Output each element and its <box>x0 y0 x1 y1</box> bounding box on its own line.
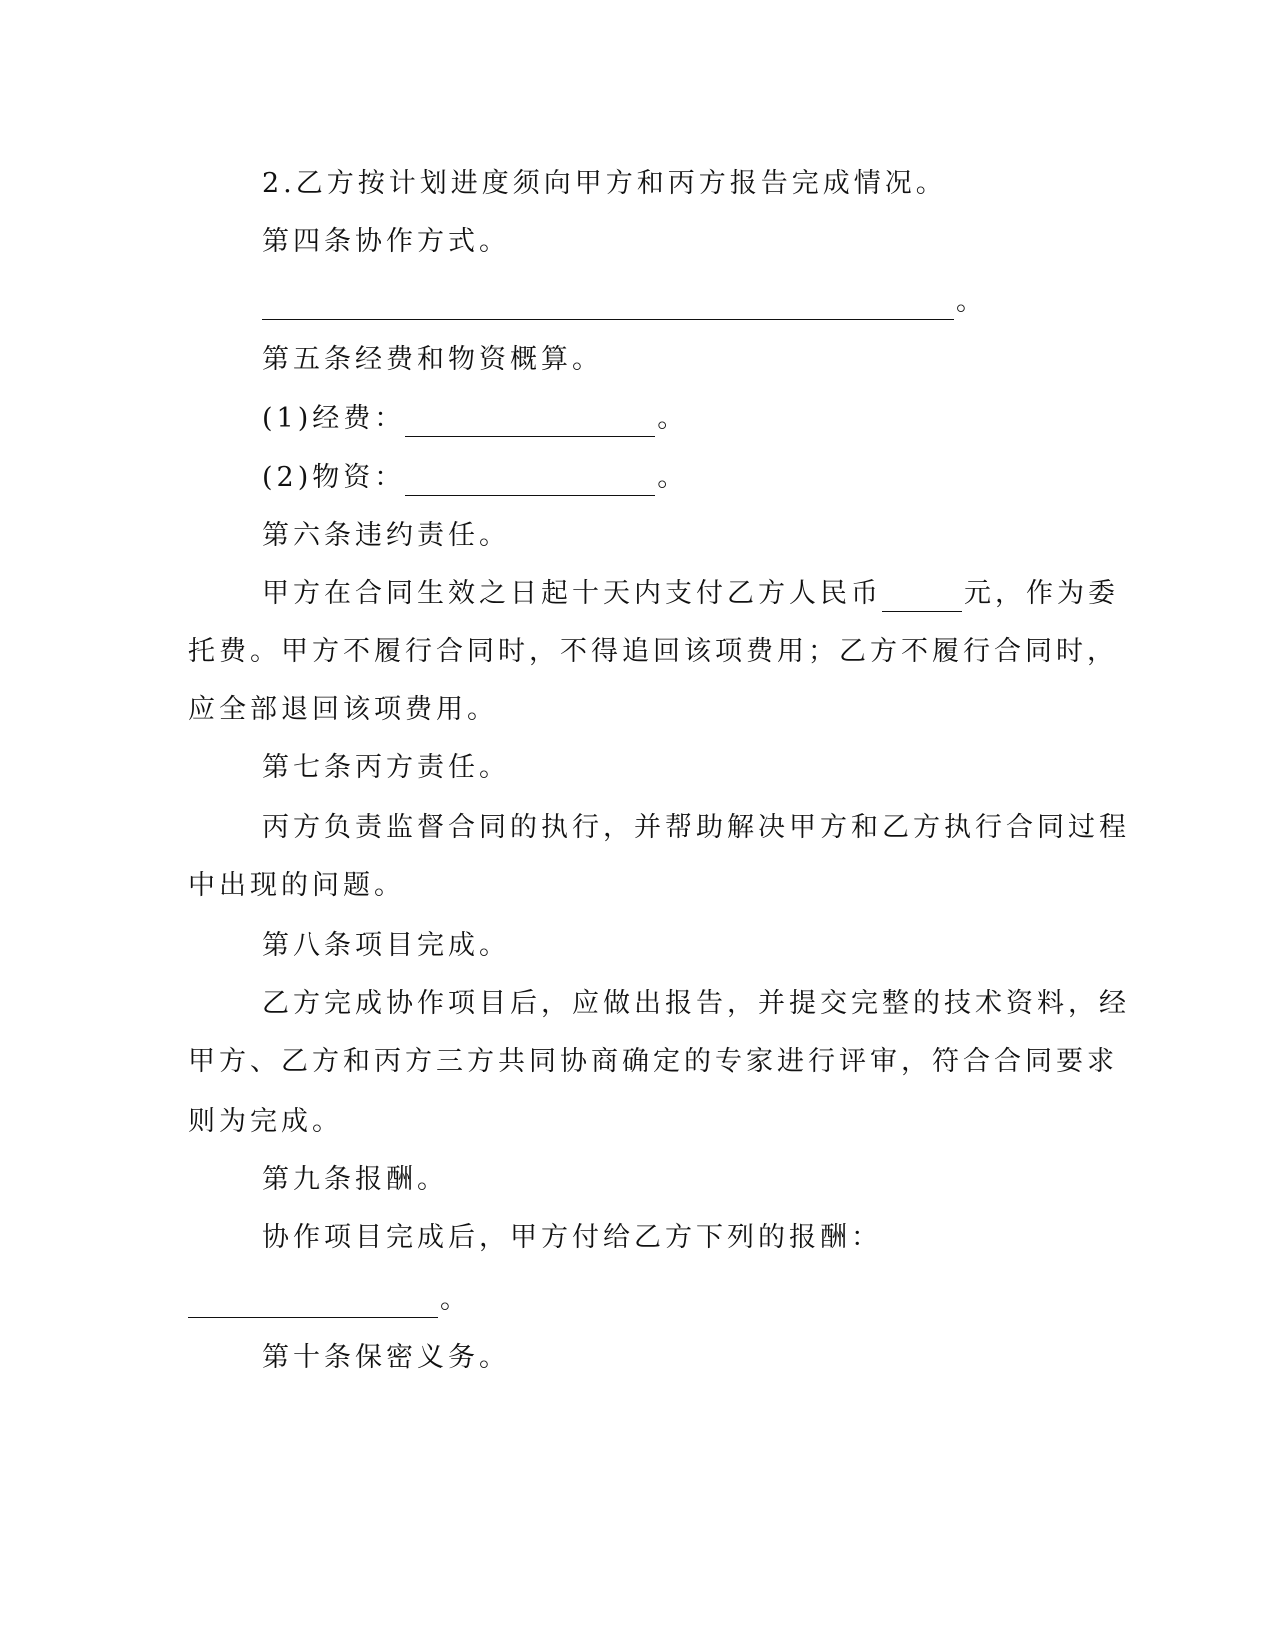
materials-blank[interactable] <box>405 465 655 496</box>
funding-blank[interactable] <box>405 406 655 437</box>
clause-6-para-line-1: 甲方在合同生效之日起十天内支付乙方人民币 元，作为委 <box>262 576 1119 612</box>
clause-10-heading: 第十条保密义务。 <box>262 1342 510 1373</box>
clause-9-para-line-1: 协作项目完成后，甲方付给乙方下列的报酬： <box>262 1222 882 1253</box>
clause-8-para-line-1: 乙方完成协作项目后，应做出报告，并提交完整的技术资料，经 <box>262 988 1130 1019</box>
clause-5-item-1: (1)经费： 。 <box>262 401 688 437</box>
clause-7-para-line-1: 丙方负责监督合同的执行，并帮助解决甲方和乙方执行合同过程 <box>262 812 1130 843</box>
clause-3-item-2 <box>262 166 947 202</box>
clause-6-heading: 第六条违约责任。 <box>262 520 510 551</box>
clause-8-heading: 第八条项目完成。 <box>262 930 510 961</box>
commission-amount-blank[interactable] <box>882 581 962 612</box>
clause-4-heading: 第四条协作方式。 <box>262 226 510 257</box>
clause-7-heading: 第七条丙方责任。 <box>262 752 510 783</box>
remuneration-blank[interactable] <box>188 1287 438 1318</box>
clause-6-para-line-3: 应全部退回该项费用。 <box>188 694 498 725</box>
clause-6-para-line-2: 托费。甲方不履行合同时，不得追回该项费用；乙方不履行合同时， <box>188 636 1118 667</box>
clause-5-heading: 第五条经费和物资概算。 <box>262 344 603 375</box>
cooperation-method-blank[interactable] <box>262 289 954 320</box>
clause-8-para-line-2: 甲方、乙方和丙方三方共同协商确定的专家进行评审，符合合同要求 <box>188 1046 1118 1077</box>
clause-8-para-line-3: 则为完成。 <box>188 1106 343 1137</box>
clause-9-heading: 第九条报酬。 <box>262 1164 448 1195</box>
clause-4-blank-line: 。 <box>262 284 987 320</box>
clause-5-item-2: (2)物资： 。 <box>262 460 688 496</box>
clause-9-blank-line: 。 <box>188 1282 471 1318</box>
clause-7-para-line-2: 中出现的问题。 <box>188 870 405 901</box>
clause-3-item-2-text: 2.乙方按计划进度须向甲方和丙方报告完成情况。 <box>262 168 947 199</box>
